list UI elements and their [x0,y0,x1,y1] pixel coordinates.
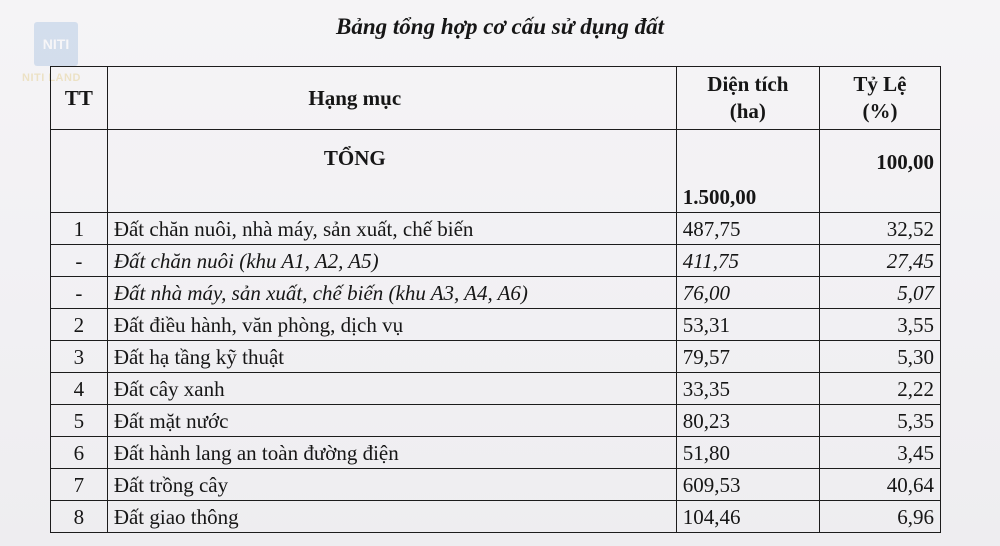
land-use-table [50,66,941,533]
table-row [51,277,941,309]
row-area: 487,75 [676,213,819,245]
row-pct: 6,96 [819,501,940,533]
row-pct: 3,55 [819,309,940,341]
table-header-row [51,67,941,130]
table-row [51,213,941,245]
row-area: 76,00 [676,277,819,309]
row-tt: - [51,277,108,309]
row-name: Đất chăn nuôi (khu A1, A2, A5) [107,245,676,277]
row-tt: 6 [51,437,108,469]
header-tt: TT [51,67,108,130]
row-tt: 7 [51,469,108,501]
header-pct-line2: (%) [862,99,898,123]
row-pct: 5,30 [819,341,940,373]
row-tt: 2 [51,309,108,341]
row-tt: 3 [51,341,108,373]
total-area: 1.500,00 [676,130,819,213]
row-area: 79,57 [676,341,819,373]
header-pct [819,67,940,130]
row-pct: 27,45 [819,245,940,277]
row-name: Đất hành lang an toàn đường điện [107,437,676,469]
table-row [51,501,941,533]
total-row [51,130,941,213]
table-row [51,405,941,437]
row-name: Đất nhà máy, sản xuất, chế biến (khu A3, A4, A6) [107,277,676,309]
row-area: 53,31 [676,309,819,341]
total-name: TỔNG [107,130,676,213]
row-name: Đất điều hành, văn phòng, dịch vụ [107,309,676,341]
row-name: Đất mặt nước [107,405,676,437]
row-name: Đất cây xanh [107,373,676,405]
row-area: 33,35 [676,373,819,405]
row-area: 411,75 [676,245,819,277]
header-area [676,67,819,130]
header-area-line1: Diện tích [707,72,789,96]
watermark-sub-text: NITI LAND [22,72,81,84]
total-pct: 100,00 [819,130,940,213]
watermark-logo-box: NITI [34,22,78,66]
row-area: 609,53 [676,469,819,501]
table-row [51,437,941,469]
page-title: Bảng tổng hợp cơ cấu sử dụng đất [336,14,664,39]
row-pct: 32,52 [819,213,940,245]
row-name: Đất hạ tầng kỹ thuật [107,341,676,373]
header-name: Hạng mục [107,67,676,130]
row-tt: 5 [51,405,108,437]
row-tt: - [51,245,108,277]
row-pct: 3,45 [819,437,940,469]
header-pct-line1: Tỷ Lệ [853,72,907,96]
row-name: Đất trồng cây [107,469,676,501]
row-area: 51,80 [676,437,819,469]
row-name: Đất chăn nuôi, nhà máy, sản xuất, chế biến [107,213,676,245]
row-area: 80,23 [676,405,819,437]
total-tt [51,130,108,213]
header-area-line2: (ha) [729,99,766,123]
row-pct: 2,22 [819,373,940,405]
table-row [51,469,941,501]
table-row [51,373,941,405]
table-row [51,245,941,277]
row-pct: 5,07 [819,277,940,309]
row-tt: 1 [51,213,108,245]
row-pct: 40,64 [819,469,940,501]
row-tt: 4 [51,373,108,405]
row-name: Đất giao thông [107,501,676,533]
row-area: 104,46 [676,501,819,533]
table-row [51,309,941,341]
row-pct: 5,35 [819,405,940,437]
row-tt: 8 [51,501,108,533]
table-row [51,341,941,373]
